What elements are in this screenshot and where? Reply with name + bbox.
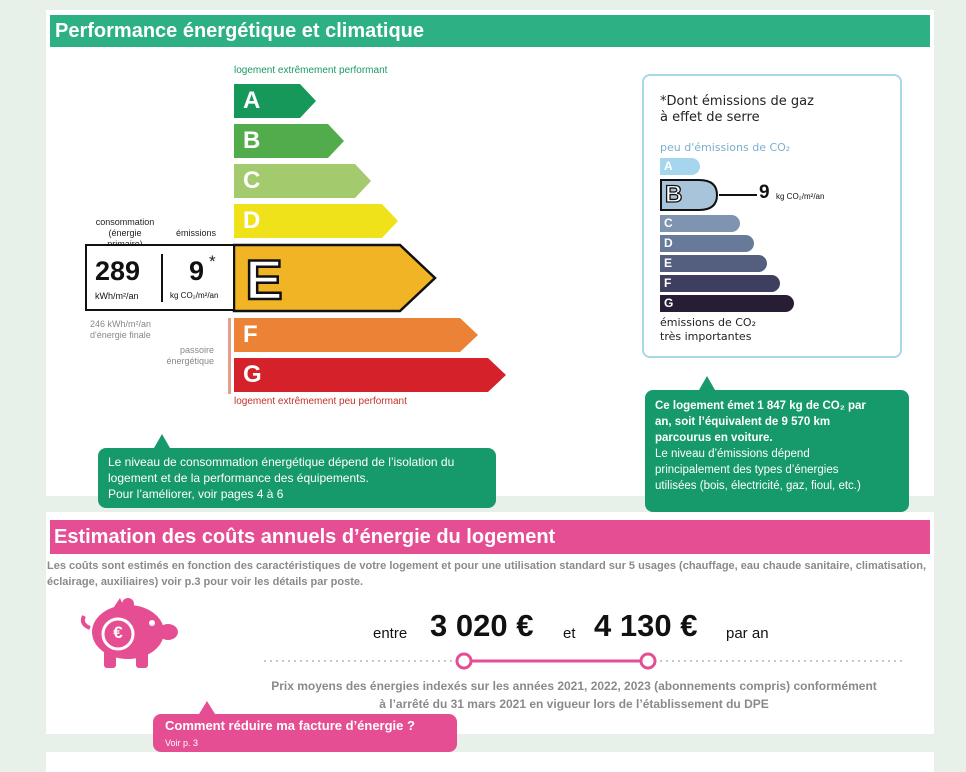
energy-class-e-letter: E [245, 250, 283, 306]
passoire-line2: énergétique [166, 356, 214, 366]
piggy-euro-symbol: € [113, 623, 123, 642]
bottom-performance-label: logement extrêmement peu performant [234, 396, 407, 407]
ghg-class-d-letter: D [664, 236, 673, 250]
energy-class-d-letter: D [243, 207, 261, 234]
ghg-header-line1: *Dont émissions de gaz [660, 94, 814, 109]
ghg-class-a [660, 158, 700, 175]
price-range-line [264, 652, 904, 670]
ghg-bottom-label-line1: émissions de CO₂ [660, 316, 756, 329]
costs-intro-line2: éclairage, auxiliaires) voir p.3 pour voir les détails par poste. [47, 576, 364, 588]
price-max-marker [641, 654, 655, 668]
ghg-panel [642, 74, 902, 358]
energy-note-bubble [98, 448, 496, 508]
energy-note-line3: Pour l’améliorer, voir pages 4 à 6 [108, 487, 284, 501]
final-energy-note [90, 319, 151, 341]
energy-note-pointer [154, 434, 170, 448]
final-energy-line1: 246 kWh/m²/an [90, 319, 152, 329]
ghg-class-c-letter: C [664, 216, 673, 230]
final-energy-line2: d'énergie finale [90, 330, 151, 340]
price-min: 3 020 € [430, 608, 534, 643]
next-card [46, 752, 934, 772]
energy-note-line2: logement et de la performance des équipements. [108, 471, 369, 485]
reduce-bill-pointer [199, 701, 215, 714]
energy-class-g [234, 358, 506, 392]
energy-class-c [234, 164, 371, 198]
ghg-class-g-letter: G [664, 296, 674, 310]
energy-class-d [234, 204, 398, 238]
emissions-star: * [209, 252, 216, 271]
ghg-top-label: peu d'émissions de CO₂ [660, 141, 791, 154]
energy-class-b-letter: B [243, 127, 261, 154]
price-footnote-line2: à l’arrêté du 31 mars 2021 en vigueur lors de l’établissement du DPE [379, 697, 769, 711]
ghg-class-g [660, 295, 794, 312]
ghg-note-pointer [699, 376, 715, 390]
price-per-year: par an [726, 625, 769, 642]
energy-note-line1: Le niveau de consommation énergétique dépend de l’isolation du [108, 455, 455, 469]
price-footnote-line1: Prix moyens des énergies indexés sur les années 2021, 2022, 2023 (abonnements compris) conformément [271, 679, 877, 693]
ghg-bottom-label-line2: très importantes [660, 330, 752, 343]
ghg-class-f-letter: F [664, 276, 672, 290]
ghg-note-line6: utilisées (bois, électricité, gaz, fioul, etc.) [655, 480, 861, 492]
ghg-class-c [660, 215, 740, 232]
ghg-note-line5: principalement des types d’énergies [655, 464, 839, 476]
ghg-class-e-letter: E [664, 256, 673, 270]
price-min-marker [457, 654, 471, 668]
reduce-bill-title: Comment réduire ma facture d’énergie ? [165, 718, 415, 733]
emissions-unit: kg CO₂/m²/an [170, 291, 219, 300]
costs-title: Estimation des coûts annuels d’énergie du logement [50, 520, 930, 554]
ghg-class-f [660, 275, 780, 292]
ghg-value: 9 [759, 182, 770, 203]
ghg-bottom-label [660, 316, 756, 344]
ghg-note-line1: Ce logement émet 1 847 kg de CO₂ par [655, 400, 866, 412]
energy-class-f-shape [234, 318, 478, 352]
costs-intro [47, 558, 933, 590]
energy-class-f-letter: F [243, 321, 258, 348]
performance-title: Performance énergétique et climatique [50, 15, 930, 47]
passoire-label [160, 345, 214, 367]
energy-class-c-letter: C [243, 167, 261, 194]
energy-class-g-letter: G [243, 361, 262, 388]
ghg-class-b-letter: B [665, 181, 683, 208]
price-and: et [563, 625, 576, 642]
ghg-header [660, 94, 814, 126]
price-between: entre [373, 625, 408, 642]
ghg-class-e [660, 255, 767, 272]
emissions-header: émissions [176, 228, 217, 238]
consumption-unit: kWh/m²/an [95, 291, 139, 301]
energy-class-b [234, 124, 344, 158]
ghg-note-line2: an, soit l’équivalent de 9 570 km [655, 416, 831, 428]
reduce-bill-link[interactable] [153, 714, 457, 752]
energy-class-e-current [232, 243, 438, 313]
ghg-class-a-letter: A [664, 159, 673, 173]
passoire-bar [228, 318, 231, 394]
piggy-bank-icon [78, 596, 182, 672]
energy-class-a-letter: A [243, 87, 261, 114]
price-max: 4 130 € [594, 608, 698, 643]
energy-class-g-shape [234, 358, 506, 392]
ghg-note-bubble [645, 390, 909, 512]
energy-class-a [234, 84, 316, 118]
consumption-header-line1: consommation [95, 217, 155, 227]
costs-intro-line1: Les coûts sont estimés en fonction des caractéristiques de votre logement et pour une utilisation standard sur 5 usages (chauffage, eau chaude sanitaire, climatisation, [47, 560, 927, 572]
consumption-value: 289 [95, 256, 141, 286]
ghg-header-line2: à effet de serre [660, 110, 760, 125]
ghg-note-line4: Le niveau d’émissions dépend [655, 448, 810, 460]
ghg-unit: kg CO₂/m²/an [776, 192, 825, 201]
price-footnote [240, 677, 908, 713]
ghg-note-line3: parcourus en voiture. [655, 432, 773, 444]
reduce-bill-subtitle: Voir p. 3 [165, 738, 199, 748]
top-performance-label: logement extrêmement performant [234, 65, 388, 76]
box-separator [161, 254, 163, 302]
energy-class-f [228, 318, 478, 352]
consumption-emissions-box [85, 244, 235, 311]
emissions-value: 9 [189, 256, 205, 286]
ghg-class-d [660, 235, 754, 252]
ghg-pointer-line [719, 194, 757, 196]
passoire-line1: passoire [179, 345, 214, 355]
consumption-header-line2: (énergie [108, 228, 142, 238]
ghg-class-b-current [659, 178, 719, 212]
